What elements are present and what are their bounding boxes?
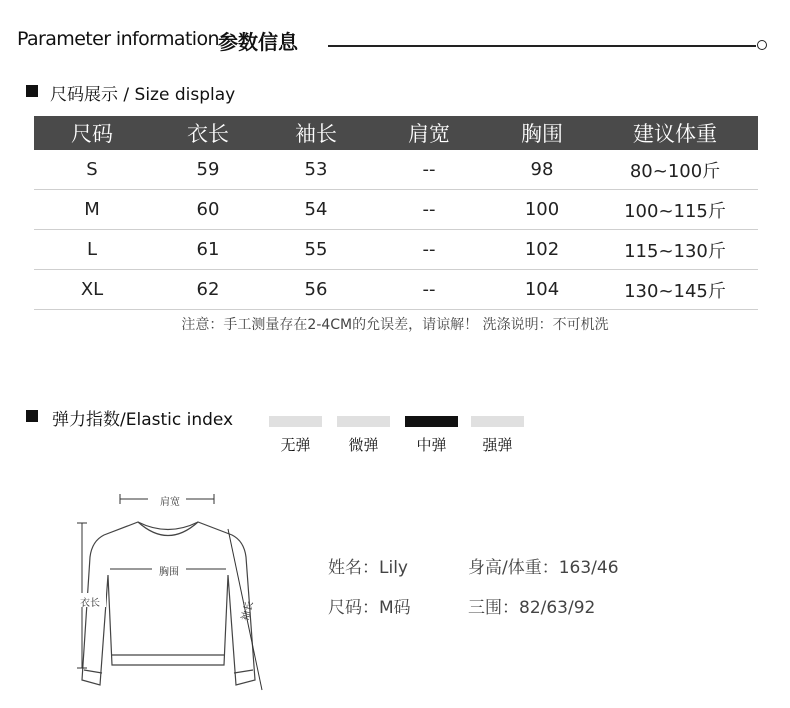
col-header-sleeve: 袖长 [266, 116, 366, 150]
shoulder-label: 肩宽 [160, 497, 180, 508]
table-cell-size: XL [34, 270, 150, 310]
elastic-level-bar [471, 416, 524, 427]
table-cell-sleeve: 56 [266, 270, 366, 310]
section-bullet [26, 85, 38, 97]
size-table [34, 116, 758, 310]
col-header-length: 衣长 [150, 116, 266, 150]
table-row [34, 230, 758, 270]
chest-label: 胸围 [159, 567, 179, 578]
table-cell-sleeve: 55 [266, 230, 366, 270]
section-bullet [26, 410, 38, 422]
col-header-size: 尺码 [34, 116, 150, 150]
table-cell-sleeve: 54 [266, 190, 366, 230]
elastic-level-bar-selected [405, 416, 458, 427]
header-title-en: Parameter information [17, 28, 219, 50]
table-cell-length: 62 [150, 270, 266, 310]
table-cell-size: S [34, 150, 150, 190]
table-cell-shoulder: -- [366, 270, 492, 310]
elastic-level-label: 中弹 [416, 436, 447, 454]
table-row [34, 190, 758, 230]
sweater-neckline [138, 522, 198, 536]
table-row [34, 150, 758, 190]
model-measurements: 三围：82/63/92 [468, 598, 596, 618]
table-cell-length: 61 [150, 230, 266, 270]
header-divider-end-circle [757, 40, 767, 50]
elastic-level-label: 微弹 [348, 436, 379, 454]
model-height-weight: 身高/体重：163/46 [468, 558, 619, 578]
table-cell-chest: 100 [492, 190, 592, 230]
sweater-right-cuff [234, 670, 253, 673]
table-cell-length: 60 [150, 190, 266, 230]
elastic-level-bar [269, 416, 322, 427]
garment-measurement-diagram [60, 485, 280, 700]
table-cell-size: M [34, 190, 150, 230]
table-cell-shoulder: -- [366, 150, 492, 190]
model-size: 尺码：M码 [328, 598, 411, 618]
table-cell-sleeve: 53 [266, 150, 366, 190]
measurement-note: 注意：手工测量存在2-4CM的允误差，请谅解！ 洗涤说明：不可机洗 [181, 317, 609, 333]
table-cell-shoulder: -- [366, 190, 492, 230]
table-cell-weight: 80~100斤 [592, 150, 758, 190]
elastic-section-title: 弹力指数/Elastic index [52, 410, 234, 430]
model-name: 姓名：Lily [328, 558, 408, 578]
elastic-level-label: 无弹 [280, 436, 311, 454]
length-label: 衣长 [80, 598, 100, 609]
sweater-left-cuff [84, 670, 102, 673]
table-cell-chest: 104 [492, 270, 592, 310]
sweater-outline [82, 522, 255, 685]
size-table-header-row [34, 116, 758, 150]
header-divider [328, 45, 756, 47]
table-cell-chest: 102 [492, 230, 592, 270]
table-cell-size: L [34, 230, 150, 270]
elastic-level-label: 强弹 [482, 436, 513, 454]
sleeve-label: 袖长 [240, 599, 256, 623]
elastic-level-bar [337, 416, 390, 427]
header-title-cn: 参数信息 [218, 30, 298, 54]
col-header-weight: 建议体重 [592, 116, 758, 150]
col-header-chest: 胸围 [492, 116, 592, 150]
table-cell-weight: 130~145斤 [592, 270, 758, 310]
table-cell-weight: 115~130斤 [592, 230, 758, 270]
table-cell-chest: 98 [492, 150, 592, 190]
table-cell-length: 59 [150, 150, 266, 190]
table-row [34, 270, 758, 310]
size-section-title: 尺码展示 / Size display [50, 85, 236, 105]
table-cell-shoulder: -- [366, 230, 492, 270]
col-header-shoulder: 肩宽 [366, 116, 492, 150]
table-cell-weight: 100~115斤 [592, 190, 758, 230]
